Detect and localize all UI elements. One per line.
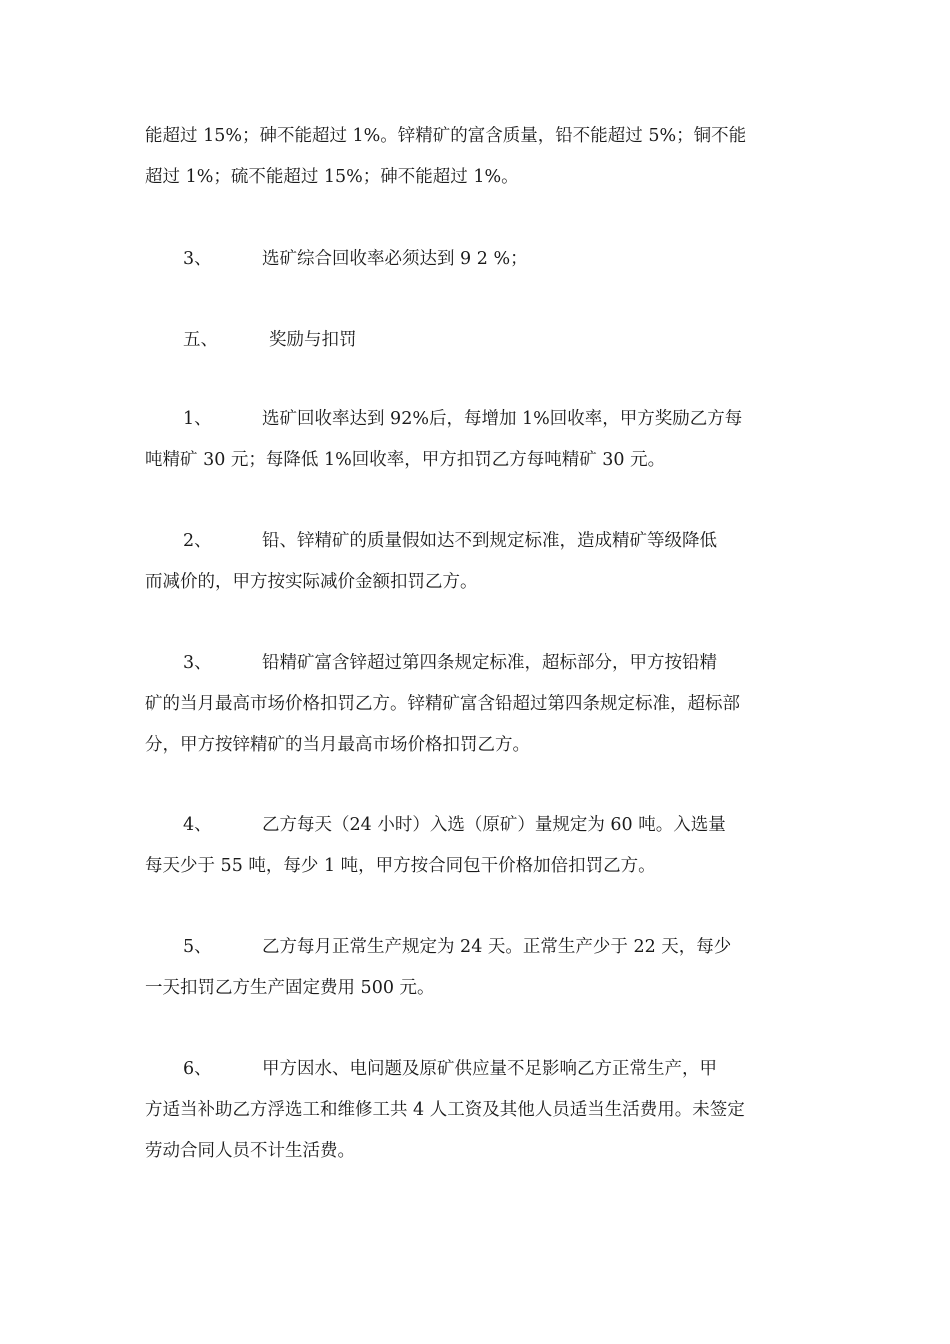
item-number: 6、 [183, 1059, 212, 1079]
paragraph-item-2 [145, 521, 805, 603]
section-title: 奖励与扣罚 [269, 330, 357, 350]
text-line: 劳动合同人员不计生活费。 [145, 1141, 355, 1161]
item-number: 3、 [183, 249, 212, 269]
paragraph-item-5 [145, 927, 805, 1009]
text-line: 铅精矿富含锌超过第四条规定标准，超标部分，甲方按铅精 [262, 653, 717, 673]
paragraph-item-4 [145, 805, 805, 887]
text-line: 能超过 15%；砷不能超过 1%。锌精矿的富含质量，铅不能超过 5%；铜不能 [145, 126, 747, 146]
paragraph-continuation [145, 116, 805, 198]
text-line: 而减价的，甲方按实际减价金额扣罚乙方。 [145, 572, 478, 592]
text-line: 选矿综合回收率必须达到 9 2 %； [262, 249, 528, 269]
item-number: 4、 [183, 815, 212, 835]
text-line: 一天扣罚乙方生产固定费用 500 元。 [145, 978, 435, 998]
text-line: 甲方因水、电问题及原矿供应量不足影响乙方正常生产，甲 [262, 1059, 717, 1079]
text-line: 选矿回收率达到 92%后，每增加 1%回收率，甲方奖励乙方每 [262, 409, 743, 429]
paragraph-item-3-recovery [145, 239, 805, 280]
text-line: 超过 1%；硫不能超过 15%；砷不能超过 1%。 [145, 167, 519, 187]
paragraph-item-1 [145, 399, 805, 481]
item-number: 2、 [183, 531, 212, 551]
paragraph-item-3 [145, 643, 805, 766]
text-line: 方适当补助乙方浮选工和维修工共 4 人工资及其他人员适当生活费用。未签定 [145, 1100, 745, 1120]
section-heading-5 [145, 320, 805, 361]
text-line: 乙方每月正常生产规定为 24 天。正常生产少于 22 天，每少 [262, 937, 732, 957]
item-number: 1、 [183, 409, 212, 429]
text-line: 矿的当月最高市场价格扣罚乙方。锌精矿富含铅超过第四条规定标准，超标部 [145, 694, 740, 714]
section-number: 五、 [183, 330, 218, 350]
text-line: 每天少于 55 吨，每少 1 吨，甲方按合同包干价格加倍扣罚乙方。 [145, 856, 656, 876]
text-line: 乙方每天（24 小时）入选（原矿）量规定为 60 吨。入选量 [262, 815, 726, 835]
paragraph-item-6 [145, 1049, 805, 1172]
text-line: 分，甲方按锌精矿的当月最高市场价格扣罚乙方。 [145, 735, 530, 755]
text-line: 吨精矿 30 元；每降低 1%回收率，甲方扣罚乙方每吨精矿 30 元。 [145, 450, 666, 470]
text-line: 铅、锌精矿的质量假如达不到规定标准，造成精矿等级降低 [262, 531, 717, 551]
item-number: 5、 [183, 937, 212, 957]
item-number: 3、 [183, 653, 212, 673]
